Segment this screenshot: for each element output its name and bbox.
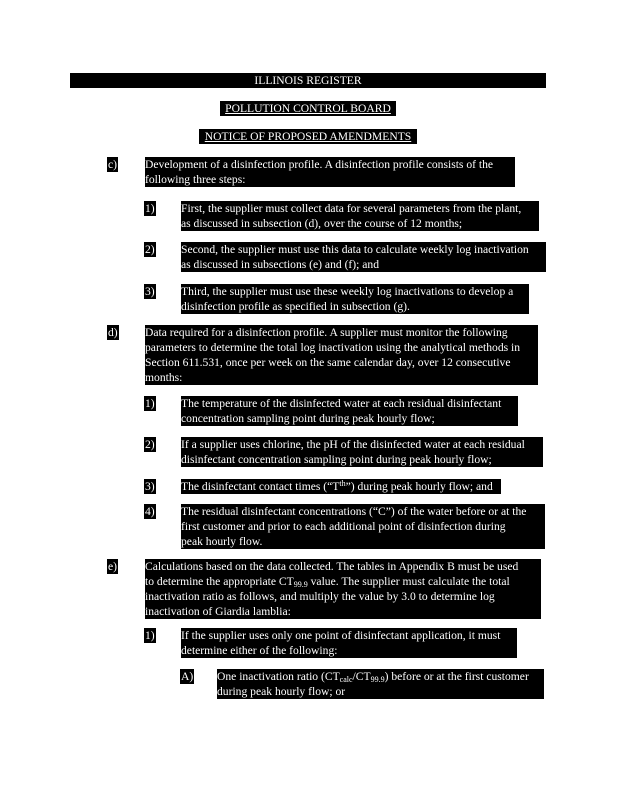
section-d-item1-label: 1) bbox=[145, 397, 155, 410]
section-d-item2-text: If a supplier uses chlorine, the pH of the disinfected water at each residual disinfectant concentration sampling point during peak hourly flow; bbox=[181, 437, 543, 467]
section-c-label: c) bbox=[108, 158, 118, 171]
section-e-subA-text: One inactivation ratio $(CT_{calc}/CT_{99.9})$ before or at the first customer during peak hourly flow; or bbox=[217, 669, 544, 699]
section-e-subA-label: A) bbox=[181, 670, 194, 683]
register-title: ILLINOIS REGISTER bbox=[254, 74, 362, 87]
section-d-label: d) bbox=[108, 326, 118, 339]
section-e-label: e) bbox=[108, 560, 118, 573]
section-d-text: Data required for a disinfection profile. A supplier must monitor the following parameters to determine the total log inactivation using the analytical methods in Section 611.531, once per week on the same calendar day, over 12 consecutive months: bbox=[145, 325, 538, 385]
section-c-item1-label: 1) bbox=[145, 202, 155, 215]
section-c-item2-text: Second, the supplier must use this data to calculate weekly log inactivation as discussed in subsections (e) and (f); and bbox=[181, 242, 546, 272]
section-d-item2-label: 2) bbox=[145, 438, 155, 451]
section-c-item2-label: 2) bbox=[145, 243, 155, 256]
section-d-item4-label: 4) bbox=[145, 505, 155, 518]
section-c-text: Development of a disinfection profile. A disinfection profile consists of the following three steps: bbox=[145, 157, 515, 187]
section-d-item1-text: The temperature of the disinfected water at each residual disinfectant concentration sampling point during peak hourly flow; bbox=[181, 396, 518, 426]
section-e-text: Calculations based on the data collected. The tables in Appendix B must be used to determine the appropriate $CT_{99.9}$ value. The supplier must calculate the total inactivation ratio as follows, and multiply the value by 3.0 to determine log inactivation of Giardia lamblia: bbox=[145, 559, 541, 619]
section-c-item1-text: First, the supplier must collect data for several parameters from the plant, as discussed in subsection (d), over the course of 12 months; bbox=[181, 201, 539, 231]
section-e-item1-text: If the supplier uses only one point of disinfectant application, it must determine either of the following: bbox=[181, 628, 517, 658]
section-e-item1-label: 1) bbox=[145, 629, 155, 642]
section-d-item3-text: The disinfectant contact times $(“T^{th}”)$ during peak hourly flow; and bbox=[181, 479, 501, 494]
section-d-item3-label: 3) bbox=[145, 480, 155, 493]
section-c-item3-text: Third, the supplier must use these weekly log inactivations to develop a disinfection profile as specified in subsection (g). bbox=[181, 284, 529, 314]
section-c-item3-label: 3) bbox=[145, 285, 155, 298]
notice-title: NOTICE OF PROPOSED AMENDMENTS bbox=[199, 129, 417, 144]
board-name: POLLUTION CONTROL BOARD bbox=[220, 101, 396, 116]
register-title-bar bbox=[70, 73, 546, 88]
section-d-item4-text: The residual disinfectant concentrations (“C”) of the water before or at the first customer and prior to each additional point of disinfection during peak hourly flow. bbox=[181, 504, 545, 549]
